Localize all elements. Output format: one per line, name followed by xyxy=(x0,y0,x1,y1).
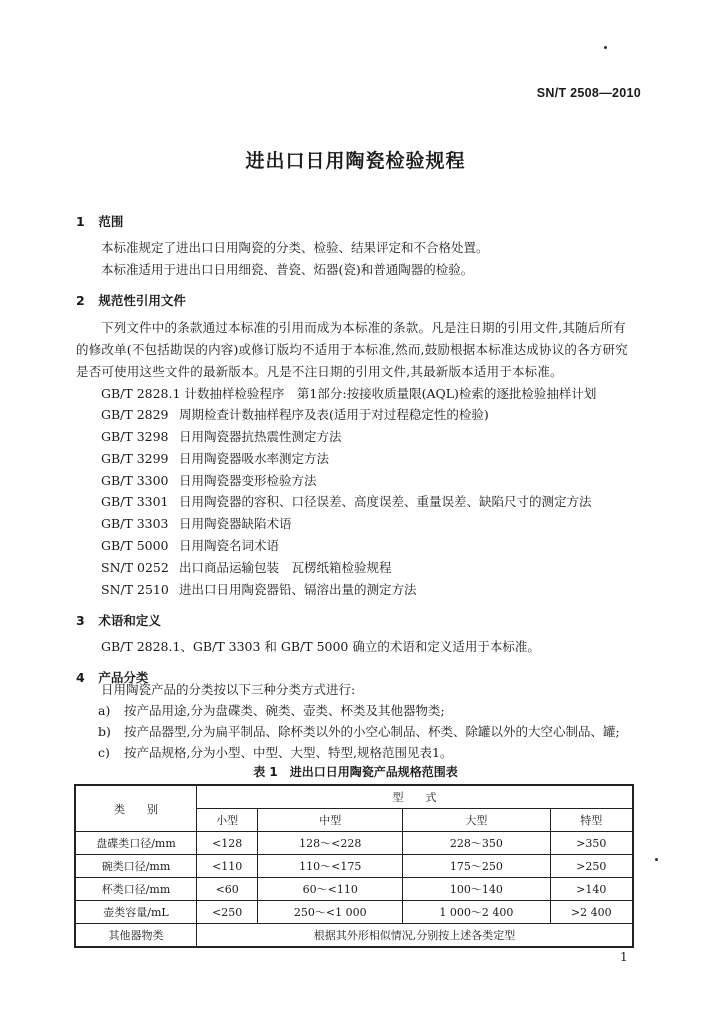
table-row xyxy=(75,924,633,948)
section-number: 4 xyxy=(76,670,85,685)
paragraph: 本标准规定了进出口日用陶瓷的分类、检验、结果评定和不合格处置。 xyxy=(101,240,489,255)
list-item xyxy=(98,722,620,740)
table-cell: 60～<110 xyxy=(258,878,403,901)
paragraph: GB/T 2828.1、GB/T 3303 和 GB/T 5000 确立的术语和定义适用于本标准。 xyxy=(101,639,540,654)
list-marker: a) xyxy=(98,703,111,718)
standard-code: SN/T 2508—2010 xyxy=(536,86,641,100)
reference-code: GB/T 3303 xyxy=(101,516,169,531)
reference-title: 日用陶瓷器变形检验方法 xyxy=(178,473,317,488)
section-number: 2 xyxy=(76,293,85,308)
table-row xyxy=(75,832,633,855)
section-title: 术语和定义 xyxy=(98,613,161,628)
row-label: 壶类容量/mL xyxy=(75,901,197,924)
reference-item xyxy=(101,471,317,489)
reference-title: 日用陶瓷器吸水率测定方法 xyxy=(178,451,329,466)
table-cell: <250 xyxy=(197,901,258,924)
list-text: 按产品器型,分为扁平制品、除杯类以外的小空心制品、杯类、除罐以外的大空心制品、罐; xyxy=(124,724,620,739)
reference-title: 日用陶瓷器的容积、口径误差、高度误差、重量误差、缺陷尺寸的测定方法 xyxy=(178,494,592,509)
section-heading-terms-definitions xyxy=(76,611,161,629)
reference-item xyxy=(101,492,592,510)
row-label: 盘碟类口径/mm xyxy=(75,832,197,855)
table-cell: 1 000～2 400 xyxy=(403,901,550,924)
reference-code: GB/T 3299 xyxy=(101,451,169,466)
table-cell: 110～<175 xyxy=(258,855,403,878)
reference-title: 日用陶瓷器缺陷术语 xyxy=(178,516,292,531)
list-item xyxy=(98,743,452,761)
reference-code: SN/T 2510 xyxy=(101,582,169,597)
section-title: 范围 xyxy=(98,214,124,229)
reference-title: 计数抽样检验程序 第1部分:按接收质量限(AQL)检索的逐批检验抽样计划 xyxy=(184,386,597,401)
row-label: 碗类口径/mm xyxy=(75,855,197,878)
column-header: 大型 xyxy=(403,809,550,832)
table-cell: 175～250 xyxy=(403,855,550,878)
table-cell: >2 400 xyxy=(550,901,633,924)
section-heading-scope xyxy=(76,212,123,230)
table-cell: >140 xyxy=(550,878,633,901)
scan-speck xyxy=(604,46,607,49)
table-cell: <128 xyxy=(197,832,258,855)
table-cell: 128～<228 xyxy=(258,832,403,855)
list-item xyxy=(98,701,445,719)
reference-item xyxy=(101,536,279,554)
reference-title: 日用陶瓷名词术语 xyxy=(178,538,279,553)
table-row xyxy=(75,901,633,924)
reference-code: GB/T 2829 xyxy=(101,407,169,422)
table-cell: >250 xyxy=(550,855,633,878)
reference-code: GB/T 5000 xyxy=(101,538,169,553)
reference-code: GB/T 3298 xyxy=(101,429,169,444)
reference-title: 日用陶瓷器抗热震性测定方法 xyxy=(178,429,342,444)
reference-code: SN/T 0252 xyxy=(101,560,169,575)
category-header: 类 别 xyxy=(75,785,197,832)
reference-title: 周期检查计数抽样程序及表(适用于对过程稳定性的检验) xyxy=(178,407,489,422)
table-cell-merged: 根据其外形相似情况,分别按上述各类定型 xyxy=(197,924,634,948)
reference-code: GB/T 3300 xyxy=(101,473,169,488)
column-header: 小型 xyxy=(197,809,258,832)
table-row xyxy=(75,878,633,901)
table-cell: 228～350 xyxy=(403,832,550,855)
table-cell: 250～<1 000 xyxy=(258,901,403,924)
page-number: 1 xyxy=(620,950,628,964)
column-header: 特型 xyxy=(550,809,633,832)
table-header-row xyxy=(75,785,633,809)
paragraph: 日用陶瓷产品的分类按以下三种分类方式进行: xyxy=(101,682,356,697)
reference-item xyxy=(101,405,489,423)
row-label: 杯类口径/mm xyxy=(75,878,197,901)
reference-code: GB/T 3301 xyxy=(101,494,169,509)
section-number: 3 xyxy=(76,613,85,628)
row-label: 其他器物类 xyxy=(75,924,197,948)
paragraph: 本标准适用于进出口日用细瓷、普瓷、炻器(瓷)和普通陶器的检验。 xyxy=(101,262,474,277)
table-cell: <110 xyxy=(197,855,258,878)
document-title: 进出口日用陶瓷检验规程 xyxy=(245,150,466,172)
type-group-header: 型 式 xyxy=(197,785,634,809)
section-title: 规范性引用文件 xyxy=(98,293,186,308)
list-text: 按产品用途,分为盘碟类、碗类、壶类、杯类及其他器物类; xyxy=(124,703,445,718)
reference-code: GB/T 2828.1 xyxy=(101,386,181,401)
section-heading-normative-references xyxy=(76,291,186,309)
list-text: 按产品规格,分为小型、中型、大型、特型,规格范围见表1。 xyxy=(124,745,453,760)
table-title: 表 1 进出口日用陶瓷产品规格范围表 xyxy=(253,765,458,779)
list-marker: b) xyxy=(98,724,111,739)
reference-item xyxy=(101,427,342,445)
reference-title: 进出口日用陶瓷器铅、镉溶出量的测定方法 xyxy=(178,582,417,597)
reference-title: 出口商品运输包装 瓦楞纸箱检验规程 xyxy=(178,560,392,575)
scan-speck xyxy=(655,858,658,861)
section-number: 1 xyxy=(76,214,85,229)
reference-item xyxy=(101,514,292,532)
table-cell: >350 xyxy=(550,832,633,855)
table-row xyxy=(75,855,633,878)
table-cell: 100～140 xyxy=(403,878,550,901)
spec-table xyxy=(74,784,634,948)
reference-item xyxy=(101,580,417,598)
list-marker: c) xyxy=(98,745,110,760)
reference-item xyxy=(101,558,392,576)
paragraph: 下列文件中的条款通过本标准的引用而成为本标准的条款。凡是注日期的引用文件,其随后所有的修改单(不包括勘误的内容)或修订版均不适用于本标准,然而,鼓励根据本标准达成协议的各方研究是否可使用这些文件的最新版本。凡是不注日期的引用文件,其最新版本适用于本标准。 xyxy=(76,320,628,379)
reference-item xyxy=(101,449,329,467)
reference-item xyxy=(101,384,596,402)
section-title: 产品分类 xyxy=(98,670,149,685)
column-header: 中型 xyxy=(258,809,403,832)
table-cell: <60 xyxy=(197,878,258,901)
